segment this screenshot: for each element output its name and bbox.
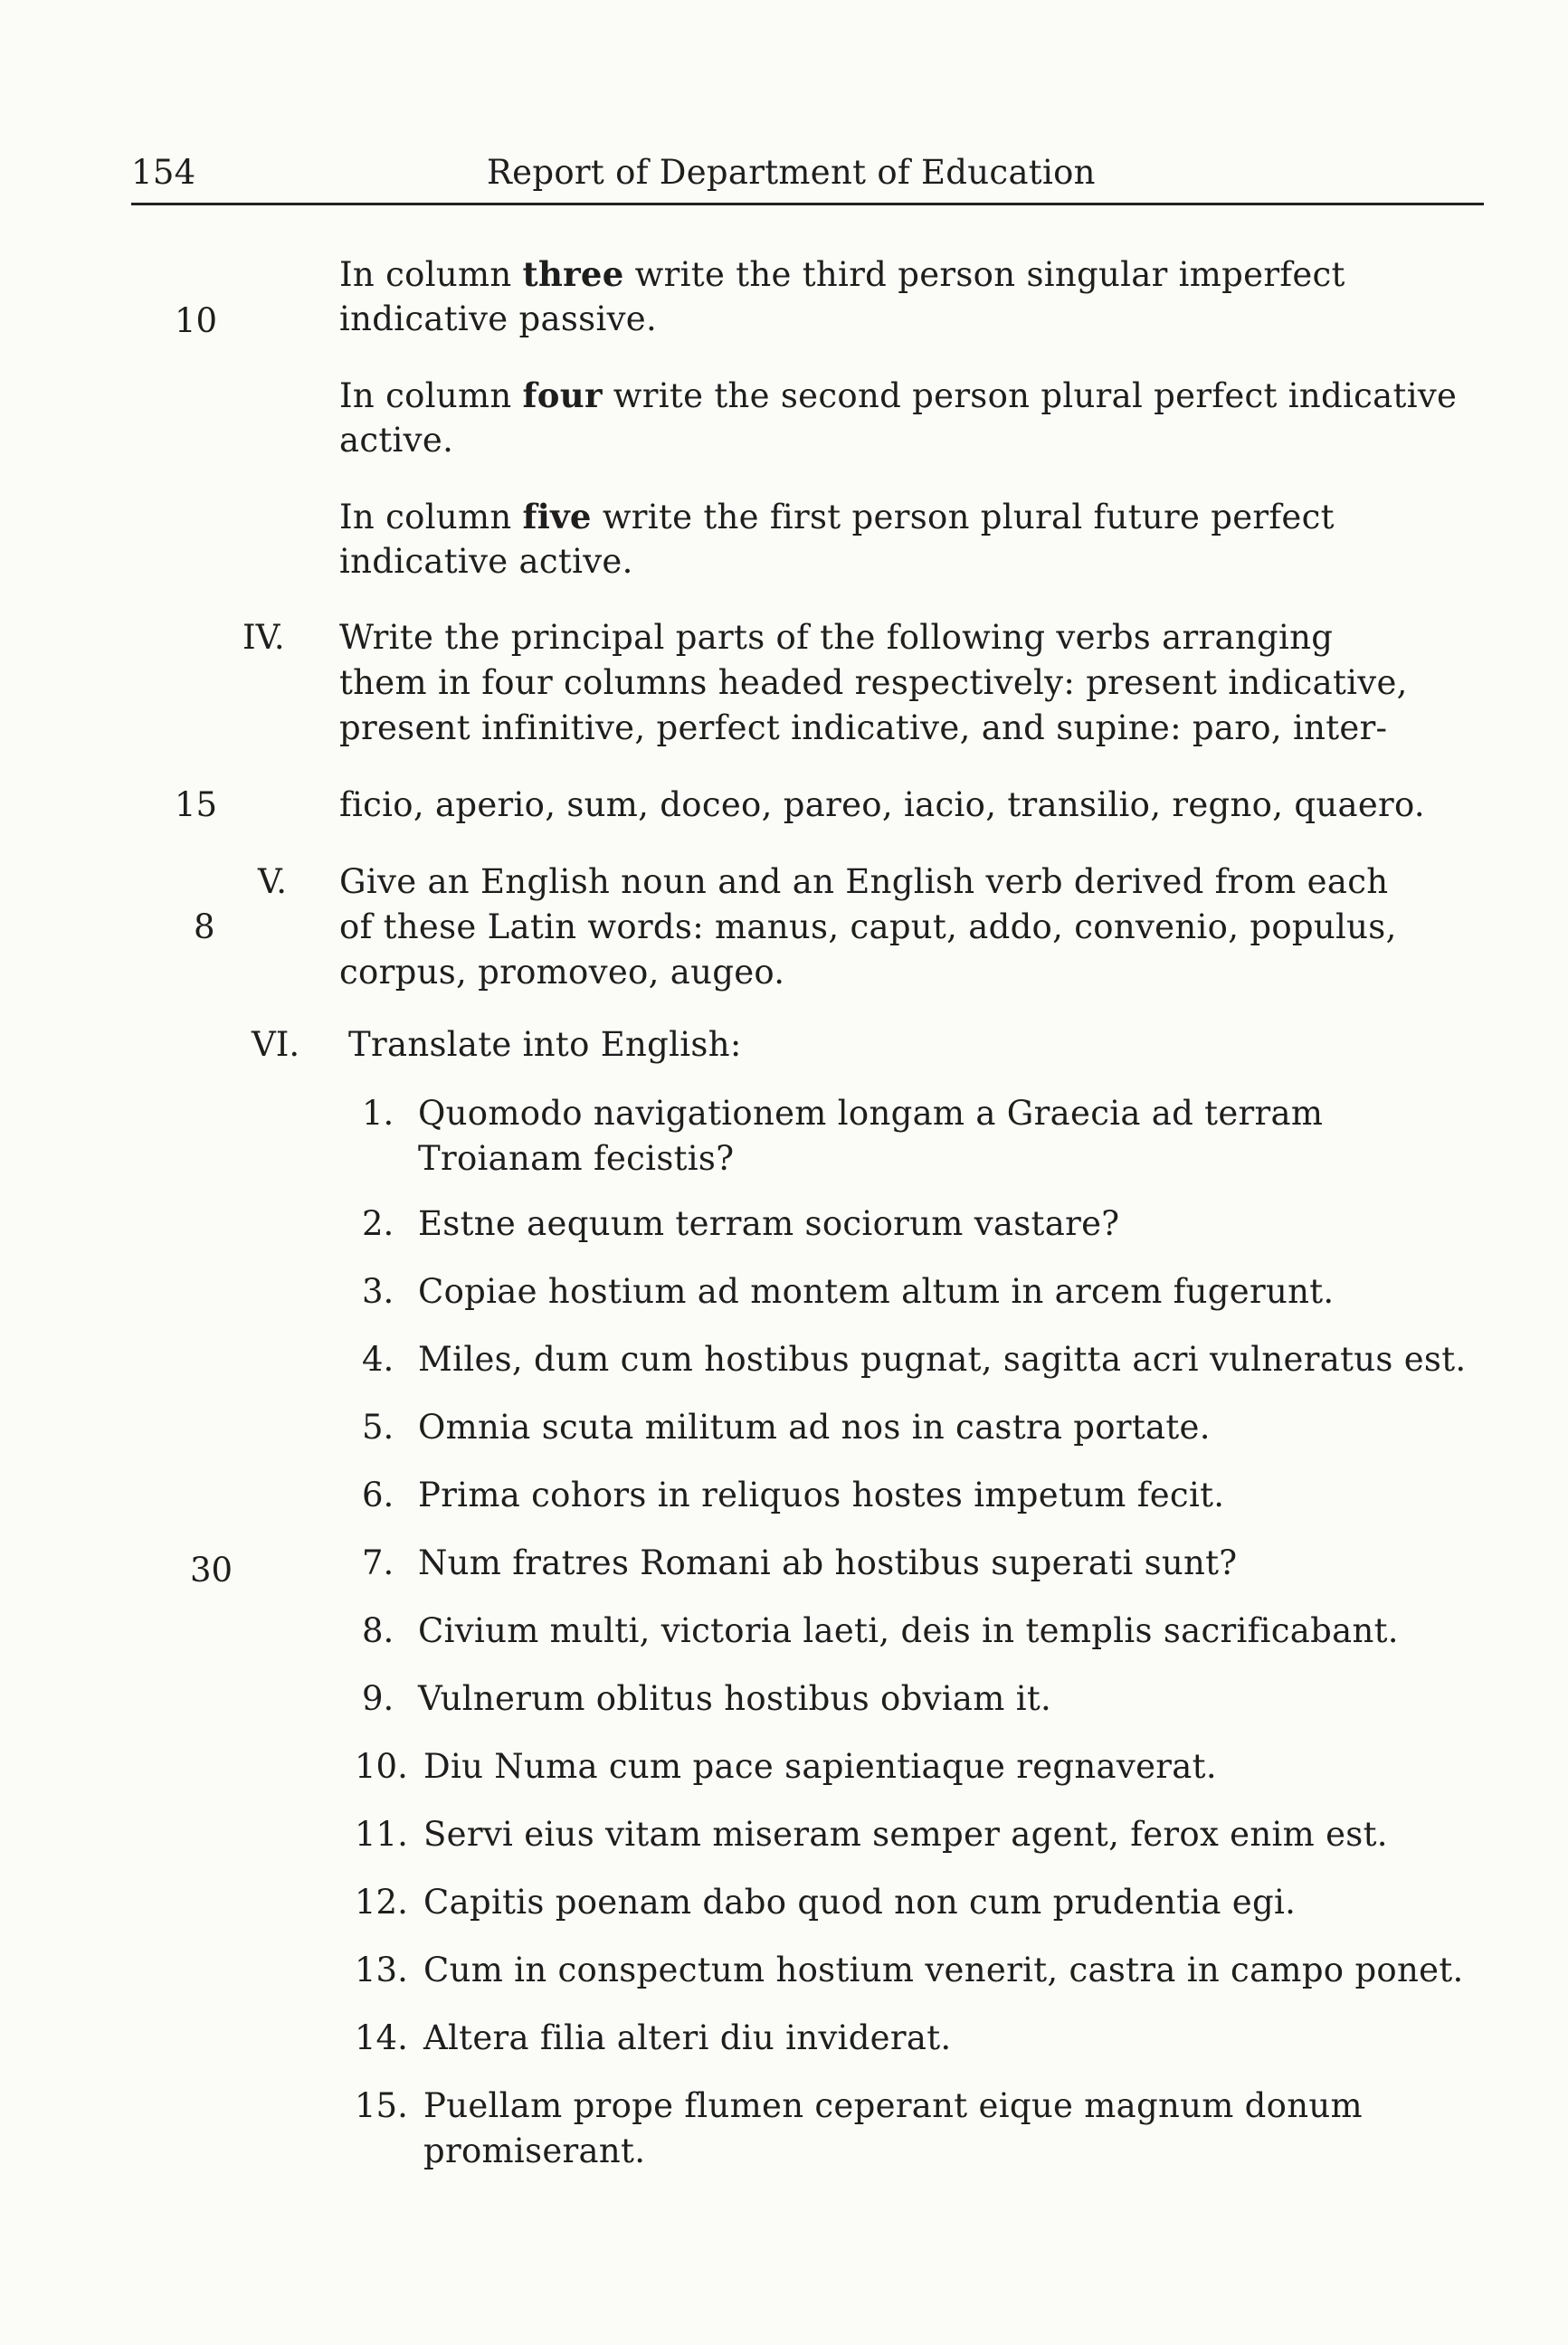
item-text: Troianam fecistis? xyxy=(418,1139,735,1178)
margin-number: 10 xyxy=(175,301,218,340)
section-vi-instruction: Translate into English: xyxy=(348,1025,742,1064)
item-number: 1. xyxy=(362,1094,394,1133)
item-number: 7. xyxy=(362,1543,394,1582)
item-text: Vulnerum oblitus hostibus obviam it. xyxy=(418,1679,1052,1718)
item-number: 3. xyxy=(362,1272,394,1311)
item-number: 2. xyxy=(362,1204,394,1243)
section-numeral: IV. xyxy=(242,618,285,657)
item-text: Miles, dum cum hostibus pugnat, sagitta acri vulneratus est. xyxy=(418,1340,1467,1379)
text: write the third person singular imperfect xyxy=(623,255,1345,294)
item-text: Capitis poenam dabo quod non cum prudentia egi. xyxy=(423,1883,1297,1922)
section-v-line-1: Give an English noun and an English verb derived from each xyxy=(339,862,1389,901)
section-numeral: V. xyxy=(258,862,288,901)
item-text: Estne aequum terram sociorum vastare? xyxy=(418,1204,1120,1243)
section-numeral: VI. xyxy=(252,1025,300,1064)
section-v-line-3: corpus, promoveo, augeo. xyxy=(339,953,785,992)
bold-word: four xyxy=(522,375,603,415)
page-number: 154 xyxy=(131,153,196,192)
item-number: 6. xyxy=(362,1476,394,1514)
item-number: 5. xyxy=(362,1408,394,1447)
margin-number: 30 xyxy=(190,1551,233,1590)
column-three-line-1 xyxy=(339,252,1345,298)
item-number: 15. xyxy=(355,2086,408,2125)
item-number: 12. xyxy=(355,1883,408,1922)
item-number: 8. xyxy=(362,1611,394,1650)
margin-number: 15 xyxy=(175,785,218,824)
item-text: Quomodo navigationem longam a Graecia ad terram xyxy=(418,1094,1324,1133)
column-three-line-2: indicative passive. xyxy=(339,299,658,338)
item-number: 10. xyxy=(355,1747,408,1786)
section-iv-line-2: them in four columns headed respectively: present indicative, xyxy=(339,663,1408,702)
item-text: Num fratres Romani ab hostibus superati sunt? xyxy=(418,1543,1238,1582)
item-text: Copiae hostium ad montem altum in arcem fugerunt. xyxy=(418,1272,1335,1311)
text: In column xyxy=(339,498,523,536)
section-iv-line-3: present infinitive, perfect indicative, and supine: paro, inter- xyxy=(339,708,1388,747)
item-text: Omnia scuta militum ad nos in castra portate. xyxy=(418,1408,1211,1447)
bold-word: three xyxy=(522,254,624,294)
section-iv-line-1: Write the principal parts of the following verbs arranging xyxy=(339,618,1334,657)
item-number: 13. xyxy=(355,1951,408,1989)
running-title: Report of Department of Education xyxy=(487,153,1096,192)
bold-word: five xyxy=(522,497,592,536)
item-number: 14. xyxy=(355,2018,408,2057)
item-text: Diu Numa cum pace sapientiaque regnaverat. xyxy=(423,1747,1217,1786)
column-five-line-1 xyxy=(339,494,1335,540)
section-iv-line-4: ficio, aperio, sum, doceo, pareo, iacio, transilio, regno, quaero. xyxy=(339,785,1425,824)
text: write the second person plural perfect indicative xyxy=(602,376,1458,415)
section-v-line-2: of these Latin words: manus, caput, addo, convenio, populus, xyxy=(339,907,1397,946)
item-number: 9. xyxy=(362,1679,394,1718)
item-text: Cum in conspectum hostium venerit, castra in campo ponet. xyxy=(423,1951,1464,1989)
text: In column xyxy=(339,255,523,294)
item-text: promiserant. xyxy=(423,2131,646,2170)
column-four-line-2: active. xyxy=(339,421,454,460)
item-text: Servi eius vitam miseram semper agent, ferox enim est. xyxy=(423,1815,1388,1854)
item-text: Prima cohors in reliquos hostes impetum fecit. xyxy=(418,1476,1225,1514)
text: write the first person plural future perfect xyxy=(591,498,1335,536)
item-text: Civium multi, victoria laeti, deis in templis sacrificabant. xyxy=(418,1611,1399,1650)
text: In column xyxy=(339,376,523,415)
column-four-line-1 xyxy=(339,373,1457,419)
margin-number: 8 xyxy=(194,907,215,946)
header-rule xyxy=(131,203,1484,205)
item-text: Puellam prope flumen ceperant eique magnum donum xyxy=(423,2086,1363,2125)
item-text: Altera filia alteri diu inviderat. xyxy=(423,2018,952,2057)
item-number: 11. xyxy=(355,1815,408,1854)
column-five-line-2: indicative active. xyxy=(339,542,633,581)
item-number: 4. xyxy=(362,1340,394,1379)
